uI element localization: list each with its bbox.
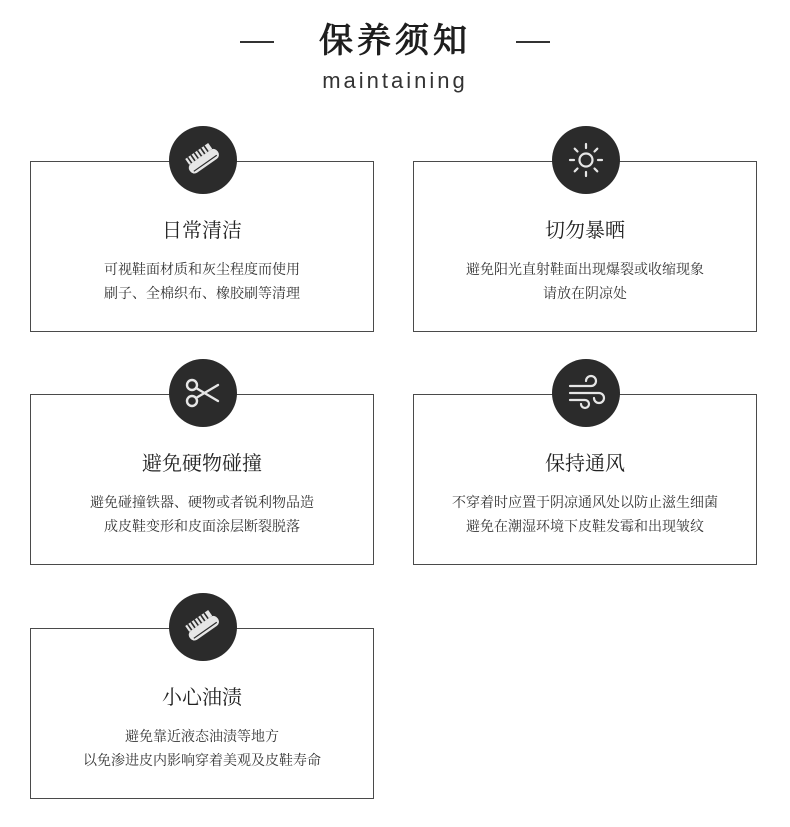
card-description-line: 避免阳光直射鞋面出现爆裂或收缩现象 — [466, 262, 704, 278]
card-description-line: 可视鞋面材质和灰尘程度而使用 — [104, 262, 300, 278]
care-card-avoid-sun — [413, 161, 757, 332]
sun-icon — [552, 126, 620, 194]
page-subtitle: maintaining — [322, 68, 468, 93]
card-title: 切勿暴晒 — [545, 218, 625, 242]
title-divider-left — [240, 41, 274, 43]
brush-icon — [169, 593, 237, 661]
card-description — [414, 491, 756, 539]
card-title: 避免硬物碰撞 — [142, 451, 262, 475]
card-description-line: 以免渗进皮内影响穿着美观及皮鞋寿命 — [83, 753, 321, 769]
card-description-line: 请放在阴凉处 — [543, 286, 627, 302]
card-title: 小心油渍 — [162, 685, 242, 709]
card-description-line: 避免靠近液态油渍等地方 — [125, 729, 279, 745]
care-card-ventilation — [413, 394, 757, 565]
wind-icon — [552, 359, 620, 427]
care-card-daily-cleaning — [30, 161, 374, 332]
card-title: 日常清洁 — [162, 218, 242, 242]
card-description-line: 不穿着时应置于阴凉通风处以防止滋生细菌 — [452, 495, 718, 511]
card-description — [31, 725, 373, 773]
care-card-oil-stains — [30, 628, 374, 799]
page-header — [0, 0, 790, 110]
scissors-icon — [169, 359, 237, 427]
card-description-line: 避免在潮湿环境下皮鞋发霉和出现皱纹 — [466, 519, 704, 535]
card-description-line: 刷子、全棉织布、橡胶刷等清理 — [104, 286, 300, 302]
card-title: 保持通风 — [545, 451, 625, 475]
care-card-avoid-impact — [30, 394, 374, 565]
card-description — [31, 258, 373, 306]
title-divider-right — [516, 41, 550, 43]
card-description — [414, 258, 756, 306]
card-description — [31, 491, 373, 539]
brush-icon — [169, 126, 237, 194]
card-description-line: 避免碰撞铁器、硬物或者锐利物品造 — [90, 495, 314, 511]
page-title: 保养须知 — [319, 21, 471, 61]
card-description-line: 成皮鞋变形和皮面涂层断裂脱落 — [104, 519, 300, 535]
